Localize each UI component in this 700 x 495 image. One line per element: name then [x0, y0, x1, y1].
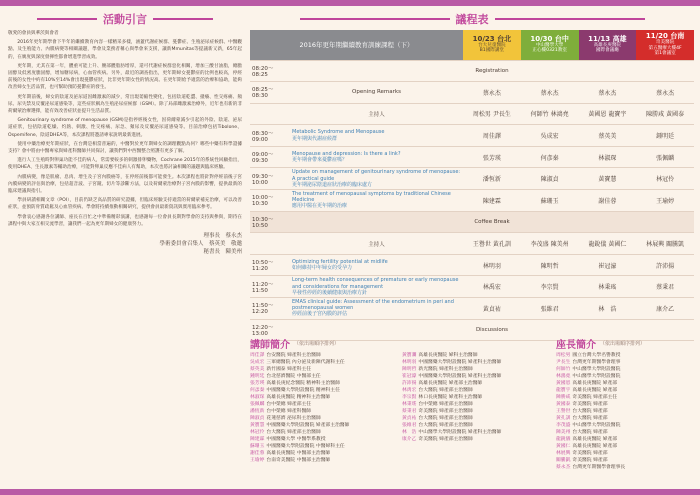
person-name: 林秉瑤	[402, 402, 417, 407]
person-name: 李茂盛	[556, 423, 571, 428]
person-affiliation: 中山醫學大學附設醫院	[572, 367, 621, 372]
session-speaker: 黃寶慧	[579, 168, 637, 190]
person-name: 林禹宏	[402, 388, 417, 393]
session-speaker: 謝佳蓉	[579, 190, 637, 212]
person-name: 陳美州	[556, 430, 571, 435]
divider	[300, 18, 450, 20]
person-affiliation: 國立台灣大學名譽教授	[572, 353, 621, 358]
person-name: 黃貞祐	[402, 416, 417, 421]
person-affiliation: 中國醫藥大學附設醫院 中醫婦科主任	[266, 444, 345, 449]
session-speaker: 林 浩	[579, 298, 637, 320]
person-affiliation: 中國醫藥大學附設醫院 婦產科主治醫師	[418, 360, 502, 365]
person-affiliation: 高雄長庚醫院 婦產部	[572, 437, 618, 442]
venue-name: 高雄長庚醫院 國際會議廳	[593, 42, 622, 54]
lecturer-item	[402, 408, 550, 415]
divider	[153, 18, 213, 20]
session-time: 10:30～10:50	[250, 211, 290, 233]
venue-date: 10/23 台北	[472, 34, 512, 43]
divider	[37, 18, 97, 20]
lecturer-item	[402, 422, 550, 429]
intro-signoff	[8, 232, 242, 256]
lecturer-item	[250, 373, 398, 380]
lecturer-item	[402, 415, 550, 422]
session-time: 11:50～12:20	[250, 298, 290, 320]
chair-item	[556, 366, 694, 373]
schedule-row	[250, 146, 694, 168]
session-speaker: 何彥秦	[521, 146, 579, 168]
session-topic: Metabolic Syndrome and Menopause 更年期與代謝症候群	[290, 125, 463, 147]
person-affiliation: 台大醫院 婦產部主治醫師	[418, 416, 473, 421]
person-affiliation: 新光醫院 婦產科主治醫師	[418, 367, 473, 372]
person-affiliation: 台大醫院 婦產部	[572, 409, 608, 414]
chair-item	[556, 380, 694, 387]
intro-paragraph: 進行人工生殖時對卵巢功能不佳的病人，常需要較多的刺激排卵藥物，Cochrane 2015年的系統性回顧指出，使用DHEA、生長激素等輔助治療，可能對卵巢反應不佳病人有幫助，本次也將討論相關的議題與臨床經驗。	[8, 158, 242, 171]
person-affiliation: 高雄長庚紀念醫院 精神科主治醫師	[266, 381, 340, 386]
person-affiliation: 奇美醫院 婦產部主治醫師	[418, 437, 473, 442]
venue-date: 11/13 高雄	[588, 34, 627, 43]
venue-name: 中山醫學大學 正心樓0321教室	[532, 42, 567, 54]
lecturer-item	[402, 429, 550, 436]
person-name: 王譽世	[556, 409, 571, 414]
chair-list	[556, 352, 694, 471]
session-topic: EMAS clinical guide: Assessment of the endometrium in peri and postmenopausal women 停經前後子宮內膜的評估	[290, 298, 463, 320]
person-affiliation: 台中榮總 婦產部主任	[266, 402, 312, 407]
session-time: 10:50～11:20	[250, 254, 290, 276]
person-name: 何師竹	[556, 367, 571, 372]
lecturer-item	[250, 443, 398, 450]
session-topic: 主持人	[290, 103, 463, 125]
session-time: 10:00～10:30	[250, 190, 290, 212]
session-span: Coffee Break	[290, 211, 694, 233]
person-affiliation: 台中榮總 婦產科醫師	[266, 409, 312, 414]
session-speaker: 蔡永杰	[521, 82, 579, 104]
person-name: 周松男	[556, 353, 571, 358]
person-affiliation: 台大醫院 婦產部	[572, 416, 608, 421]
chairs-title: 座長簡介 （依出場順序排列）	[556, 339, 646, 351]
intro-greeting: 敬愛的會員與華茨與會者	[8, 31, 59, 36]
session-speaker: 林冠伶	[636, 168, 694, 190]
lecturer-list-1	[250, 352, 398, 464]
person-name: 黃孔訓	[556, 416, 571, 421]
schedule-row	[250, 298, 694, 320]
lecturer-item	[250, 394, 398, 401]
person-name: 林展興	[556, 451, 571, 456]
person-name: 崔冠濠	[402, 374, 417, 379]
person-name: 林 浩	[402, 430, 417, 435]
venue-header	[521, 30, 579, 60]
intro-section	[8, 10, 242, 488]
intro-paragraph: 2016年更年期學會下半年的繼續教育內容一樣精采多樣，涵蓋代謝症候群、憂鬱症、生殖泌尿症候群、中醫觀點、及生殖能力、內膜病變等相關議題，學會及業務者稱心與學會來支援，讓新Mmunitas等提議新又新，65年起的，在廣度與深度發揮性都會增進學習成效。	[8, 40, 242, 60]
person-name: 林鴻堯	[556, 374, 571, 379]
intro-title: 活動引言	[8, 10, 242, 28]
person-affiliation: 台灣更年期醫學會理事	[572, 360, 621, 365]
person-affiliation: 奇美醫院 婦產部	[572, 402, 608, 407]
chair-item	[556, 443, 694, 450]
session-speaker: 黃國恩 龍寶宇	[579, 103, 637, 125]
session-topic: Opening Remarks	[290, 82, 463, 104]
person-name: 黃國泰	[556, 402, 571, 407]
person-affiliation: 高雄長庚醫院 中醫部主治醫師	[266, 451, 331, 456]
chair-item	[556, 352, 694, 359]
person-affiliation: 台大醫院 婦產部主治醫師	[418, 423, 473, 428]
person-name: 張佩麟	[250, 402, 265, 407]
session-speaker: 李宗賢	[521, 276, 579, 298]
session-speaker: 陳建霖	[463, 190, 521, 212]
person-name: 康介乙	[402, 437, 417, 442]
schedule-table	[250, 30, 694, 341]
person-affiliation: 高雄長庚醫院 婦產部	[572, 388, 618, 393]
session-speaker: 康介乙	[636, 298, 694, 320]
session-topic: Optimizing fertility potential at midlife 如何維持中年婦女的受孕力	[290, 254, 463, 276]
person-name: 龍寶宇	[556, 388, 571, 393]
session-topic: Update on management of genitourinary syndrome of menopause: A practical guide 更年期泌尿陰道症狀治療的臨床處方	[290, 168, 463, 190]
person-name: 林淑琛	[250, 395, 265, 400]
person-affiliation: 高雄長庚醫院 婦產部主治醫師	[418, 381, 483, 386]
signoff-line: 理事長 蔡永杰	[203, 233, 242, 240]
person-name: 林明羽	[402, 360, 417, 365]
lecturer-item	[402, 373, 550, 380]
session-speaker: 鍾明廷	[636, 125, 694, 147]
schedule-row	[250, 233, 694, 255]
session-speaker: 蘇珊玉	[521, 190, 579, 212]
person-affiliation: 奇美醫院 婦產部主任	[572, 395, 618, 400]
lecturer-item	[402, 394, 550, 401]
person-affiliation: 中國醫藥大學附設醫院 婦產部主治醫師	[266, 423, 350, 428]
schedule-row	[250, 276, 694, 298]
session-speaker: 吳成宏	[521, 125, 579, 147]
intro-paragraphs	[8, 39, 242, 228]
person-affiliation: 中山醫學大學附設醫院 婦產科主治醫師	[418, 430, 502, 435]
person-name: 關騰凱	[556, 458, 571, 463]
person-affiliation: 奇美醫院 婦產部主治醫師	[418, 409, 473, 414]
signoff-line: 秘書長 陳美州	[203, 249, 242, 256]
person-name: 陳淑貞	[250, 416, 265, 421]
person-affiliation: 台大醫院 婦產部	[572, 430, 608, 435]
person-name: 陳勝咸	[556, 395, 571, 400]
lecturer-item	[402, 387, 550, 394]
person-name: 李宗賢	[402, 395, 417, 400]
venue-date: 10/30 台中	[530, 34, 569, 43]
session-speaker: 黃貞祐	[463, 298, 521, 320]
intro-paragraph: 更年期前後，婦女的陰道及泌尿道因雌激素的減少，常出現萎縮性變化，包括陰道乾澀、搔癢、性交疼痛、頻尿、尿失禁及反覆泌尿道感染等，這些症狀稱為生殖泌尿症候群（GSM）。除了局部雌激素治療外，近年也有新的非荷爾蒙治療選擇，能有效改善症狀並提升生活品質。	[8, 94, 242, 115]
venue-header	[463, 30, 521, 60]
schedule-row	[250, 82, 694, 104]
person-affiliation: 中國醫藥大學 中醫學系教授	[266, 437, 326, 442]
lecturer-item	[250, 422, 398, 429]
lecturer-item	[250, 450, 398, 457]
person-name: 潘恆新	[250, 409, 265, 414]
session-topic: Long-term health consequences of premature or early menopause and considerations for management 早發性停經的後續健康與治療方針	[290, 276, 463, 298]
person-name: 張維君	[402, 423, 417, 428]
lecturers-section	[250, 336, 550, 464]
lecturer-item	[250, 359, 398, 366]
schedule-header-row	[250, 30, 694, 60]
session-speaker: 蔡永杰	[463, 82, 521, 104]
session-speaker: 蔡英美	[579, 125, 637, 147]
session-span: Discussions	[290, 319, 694, 341]
session-speaker: 周松男 尹長生	[463, 103, 521, 125]
person-affiliation: 高雄長庚醫院 婦產部	[572, 444, 618, 449]
session-speaker: 潘恆新	[463, 168, 521, 190]
lecturer-item	[250, 380, 398, 387]
session-speaker: 林禹宏	[463, 276, 521, 298]
person-name: 陳建霖	[250, 437, 265, 442]
top-accent-bar	[0, 0, 700, 6]
lecturer-list-2	[402, 352, 550, 464]
person-name: 林冠伶	[250, 430, 265, 435]
lecturer-item	[250, 401, 398, 408]
person-affiliation: 中山醫學大學附設醫院	[572, 423, 621, 428]
session-time: 09:30～10:00	[250, 168, 290, 190]
person-affiliation: 台北慈濟醫院 中醫部主任	[266, 374, 321, 379]
person-affiliation: 中山醫學大學附設醫院	[572, 374, 621, 379]
lecturer-item	[250, 457, 398, 464]
venue-header	[579, 30, 637, 60]
chair-item	[556, 387, 694, 394]
chair-item	[556, 373, 694, 380]
person-name: 陳明哲	[402, 367, 417, 372]
session-time: 09:00～09:30	[250, 146, 290, 168]
lecturers-title: 講師簡介 （依出場順序排列）	[250, 339, 340, 351]
venue-name: 奇美醫院 第五醫療大樓4F 第1會議室	[648, 40, 682, 56]
chair-item	[556, 415, 694, 422]
schedule-row	[250, 103, 694, 125]
person-affiliation: 台中榮總 婦產部主治醫師	[418, 402, 473, 407]
session-time	[250, 233, 290, 255]
intro-paragraph: 更年期，尤其在第一年，體重可能上升、腰部體脂肪增厚，還可代謝症候群惡化相關，增加三酸甘油脂，總膽固醇及低密度膽固醇，增加糖尿病，心血管疾病。另外，最近的調查指出，更年期婦女憂鬱症的比例也較高，停經前後的女性中約有10%至14%會出現憂鬱症狀，比非更年期女性的情況高。在更年期給予適當的治療和協助，能夠改善婦女生活品質，也可幫助預防憂鬱症的發生。	[8, 63, 242, 91]
person-affiliation: 奇美醫院 婦產部	[572, 451, 608, 456]
lecturer-item	[402, 380, 550, 387]
lecturer-item	[250, 352, 398, 359]
person-affiliation: 台灣更年期醫學會理事長	[572, 465, 626, 470]
person-name: 何彥秦	[250, 388, 265, 393]
session-speaker: 許沛揚	[636, 254, 694, 276]
person-affiliation: 奇美醫院 婦產部	[572, 458, 608, 463]
chair-item	[556, 429, 694, 436]
person-affiliation: 三軍總醫院 內分泌及新陳代謝科主任	[266, 360, 345, 365]
person-affiliation: 台安醫院 婦產科主治醫師	[266, 353, 321, 358]
session-speaker: 崔冠濠	[579, 254, 637, 276]
chair-item	[556, 408, 694, 415]
lecturer-item	[250, 387, 398, 394]
person-affiliation: 高雄長庚醫院 精神科主治醫師	[266, 395, 331, 400]
chair-item	[556, 394, 694, 401]
person-name: 黃寶慧	[250, 423, 265, 428]
lecturer-item	[250, 429, 398, 436]
session-time: 08:25～08:30	[250, 82, 290, 104]
session-speaker: 林淑琛	[579, 146, 637, 168]
session-time: 08:30～09:00	[250, 125, 290, 147]
session-speaker: 陳明哲	[521, 254, 579, 276]
session-speaker: 龍銳儀 黃國仁	[579, 233, 637, 255]
session-speaker: 林展興 關騰凱	[636, 233, 694, 255]
intro-paragraph: 學會衷心感謝各位講師、座長在百忙之中準備精彩演講，也感謝每一位會員長期對學會的支持與參與，期待在課程中與大家互相交流學習，讓我們一起為更年期婦女的健康努力。	[8, 214, 242, 227]
session-speaker: 蔡永杰	[636, 82, 694, 104]
session-speaker: 張芳瑛	[463, 146, 521, 168]
intro-paragraph: 內膜病變，像是肌瘤、息肉、增生及子宮內膜癌等，在停經前後都可能發生。本次課程也將針對停經前後子宮內膜病變的評估與治療，包括超音波、子宮鏡、切片等診斷方法，以及荷爾蒙治療對子宮內膜的影響，提供最新的臨床建議與指引。	[8, 174, 242, 195]
schedule-row	[250, 168, 694, 190]
venue-date: 11/20 台南	[645, 32, 685, 41]
lecturer-item	[250, 436, 398, 443]
person-name: 尹長生	[556, 360, 571, 365]
person-name: 吳成宏	[250, 360, 265, 365]
session-time: 12:20～13:00	[250, 319, 290, 341]
person-affiliation: 花蓮慈濟 泌尿科主治醫師	[266, 416, 321, 421]
divider	[495, 18, 645, 20]
session-span: Registration	[290, 60, 694, 82]
session-speaker: 王譽世 黃孔訓	[463, 233, 521, 255]
lecturer-item	[250, 415, 398, 422]
schedule-row	[250, 60, 694, 82]
session-topic: Menopause and depression: Is there a link? 更年期會帶來憂鬱症嗎？	[290, 146, 463, 168]
person-name: 龍銳儀	[556, 437, 571, 442]
session-speaker: 林明羽	[463, 254, 521, 276]
person-name: 蔡英美	[250, 367, 265, 372]
session-speaker: 陳勝咸 黃國泰	[636, 103, 694, 125]
lecturer-item	[402, 401, 550, 408]
person-name: 王瑜婷	[250, 458, 265, 463]
person-affiliation: 台大醫院 婦產部主治醫師	[266, 430, 321, 435]
session-speaker: 張佩麟	[636, 146, 694, 168]
person-name: 黃寶瀾	[402, 353, 417, 358]
chair-item	[556, 422, 694, 429]
schedule-row	[250, 211, 694, 233]
lecturer-item	[402, 359, 550, 366]
session-speaker: 林秉瑤	[579, 276, 637, 298]
person-name: 黃國恩	[556, 381, 571, 386]
venue-header	[636, 30, 694, 60]
lecturer-item	[402, 352, 550, 359]
chairs-section	[556, 336, 694, 471]
person-affiliation: 中國醫藥大學附設醫院 精神科主任	[266, 388, 340, 393]
chair-item	[556, 401, 694, 408]
person-name: 黃國仁	[556, 444, 571, 449]
lecturer-item	[402, 436, 550, 443]
schedule-table-title: 2016年更年期繼續教育訓練課程（下）	[250, 30, 463, 60]
person-affiliation: 台大醫院 婦產部主治醫師	[418, 388, 473, 393]
session-topic: 主持人	[290, 233, 463, 255]
session-speaker: 蔡秉君	[636, 276, 694, 298]
chair-item	[556, 359, 694, 366]
person-affiliation: 林口長庚醫院 婦產科主治醫師	[418, 395, 483, 400]
intro-paragraph: Genitourinary syndrome of menopause (GSM)是指停經後女性，因荷爾蒙減少引起的外陰、陰道、泌尿道症狀，包括陰道乾燥、灼熱、刺激、性交疼痛、尿急、頻尿及反覆泌尿道感染等。目前治療包括Tibolone、Ospemifene、陰道DHEA等，本次課程將邀請專家說明最新進展。	[8, 118, 242, 138]
session-topic: The treatment of menopausal symptoms by traditional Chinese Medicine 應用中醫在更年期的治療	[290, 190, 463, 212]
session-time	[250, 103, 290, 125]
schedule-row	[250, 254, 694, 276]
schedule-row	[250, 125, 694, 147]
session-time: 11:20～11:50	[250, 276, 290, 298]
person-name: 周佳譯	[250, 353, 265, 358]
person-name: 蘇珊玉	[250, 444, 265, 449]
session-speaker: 李茂盛 陳美州	[521, 233, 579, 255]
person-name: 謝佳蓉	[250, 451, 265, 456]
lecturer-item	[402, 366, 550, 373]
person-affiliation: 新竹國泰 婦產科主任	[266, 367, 312, 372]
session-speaker: 何師竹 林鴻堯	[521, 103, 579, 125]
person-name: 鍾明廷	[250, 374, 265, 379]
session-speaker: 王瑜婷	[636, 190, 694, 212]
person-affiliation: 高雄長庚醫院 婦科主治醫師	[418, 353, 478, 358]
chair-item	[556, 436, 694, 443]
chair-item	[556, 464, 694, 471]
person-name: 許沛揚	[402, 381, 417, 386]
person-name: 張芳瑛	[250, 381, 265, 386]
session-speaker: 陳淑貞	[521, 168, 579, 190]
session-speaker: 蔡永杰	[579, 82, 637, 104]
person-name: 蔡秉君	[402, 409, 417, 414]
person-affiliation: 台南奇美醫院 中醫部主治醫師	[266, 458, 331, 463]
person-name: 蔡永杰	[556, 465, 571, 470]
session-speaker: 周佳譯	[463, 125, 521, 147]
bottom-accent-bar	[0, 489, 700, 495]
chair-item	[556, 457, 694, 464]
lecturer-item	[250, 408, 398, 415]
lecturer-item	[250, 366, 398, 373]
intro-paragraph: 學員研讀相關文章（POI），目前仍缺乏高品質的研究證據，但臨床經驗支持適當的荷爾蒙補充治療，可以改善症狀，並預防骨質疏鬆及心血管疾病。學會將持續推動相關研究，提供會員最新資訊與實用臨床參考。	[8, 198, 242, 211]
session-speaker: 張維君	[521, 298, 579, 320]
chair-item	[556, 450, 694, 457]
person-affiliation: 高雄長庚醫院 婦產部	[572, 381, 618, 386]
signoff-line: 學術委員會召集人 蔡英美 敬邀	[159, 241, 242, 248]
session-time: 08:20～08:25	[250, 60, 290, 82]
person-affiliation: 中國醫藥大學附設醫院 婦產科主治醫師	[418, 374, 502, 379]
schedule-title: 議程表	[250, 10, 694, 28]
venue-name: 台大兒童醫院 B1國際講堂	[478, 42, 506, 54]
schedule-row	[250, 190, 694, 212]
intro-paragraph: 使用中藥治療更年期症狀，在台灣是相當普遍的，中醫對於更年期婦女的調理觀點為何？哪些中藥有科學證據支持？會中將由中醫專家與婦產科醫師共同探討，讓我們對中西醫整合照護有更多了解。	[8, 141, 242, 155]
